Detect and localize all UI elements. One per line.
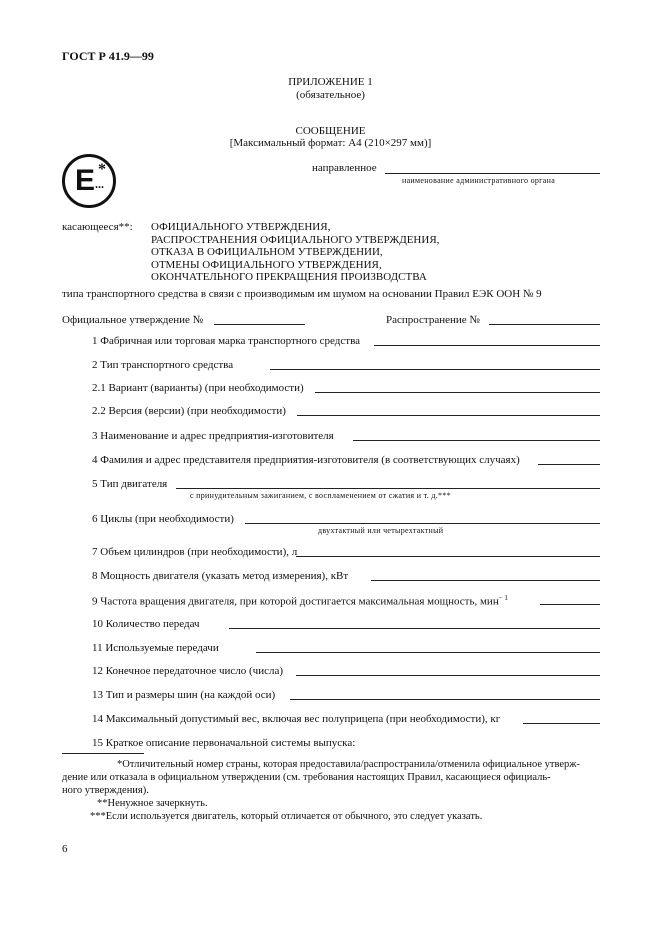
item-2-1: 2.1 Вариант (варианты) (при необходимости) xyxy=(92,382,304,394)
item-9 xyxy=(92,594,508,608)
item-6: 6 Циклы (при необходимости) xyxy=(92,513,234,525)
annex-title: ПРИЛОЖЕНИЕ 1 xyxy=(288,76,373,88)
item-10: 10 Количество передач xyxy=(92,618,200,630)
item-8-line[interactable] xyxy=(371,580,600,581)
item-2-line[interactable] xyxy=(270,369,600,370)
item-10-line[interactable] xyxy=(229,628,600,629)
annex-type: (обязательное) xyxy=(296,89,365,101)
item-9-text: 9 Частота вращения двигателя, при которой достигается максимальная мощность, мин xyxy=(92,595,499,608)
footnote-1-line-a: *Отличительный номер страны, которая предоставила/распространила/отменила официальное утверж- xyxy=(117,759,581,770)
item-13-line[interactable] xyxy=(290,699,600,700)
item-11-line[interactable] xyxy=(256,652,600,653)
extension-number-label: Распространение № xyxy=(386,314,480,326)
item-12: 12 Конечное передаточное число (числа) xyxy=(92,665,284,677)
footnote-3: ***Если используется двигатель, который отличается от обычного, это следует указать. xyxy=(90,811,483,822)
item-2-1-line[interactable] xyxy=(315,392,600,393)
item-3-line[interactable] xyxy=(353,440,600,441)
item-4-line[interactable] xyxy=(538,464,600,465)
item-5-caption: с принудительным зажиганием, с воспламенением от сжатия и т. д.*** xyxy=(190,491,451,500)
concerning-option: РАСПРОСТРАНЕНИЯ ОФИЦИАЛЬНОГО УТВЕРЖДЕНИЯ, xyxy=(151,233,440,246)
item-7: 7 Объем цилиндров (при необходимости), л xyxy=(92,546,298,558)
item-6-line[interactable] xyxy=(245,523,600,524)
e-mark-dots: ... xyxy=(95,177,104,191)
concerning-option: ОКОНЧАТЕЛЬНОГО ПРЕКРАЩЕНИЯ ПРОИЗВОДСТВА xyxy=(151,271,427,283)
e-mark-letter: E xyxy=(75,164,96,197)
item-9-superscript: − 1 xyxy=(498,594,508,602)
item-3: 3 Наименование и адрес предприятия-изготовителя xyxy=(92,430,334,442)
item-15: 15 Краткое описание первоначальной системы выпуска: xyxy=(92,737,356,749)
approval-mark xyxy=(61,153,117,209)
page-number: 6 xyxy=(62,843,68,855)
footnote-separator xyxy=(62,753,144,754)
item-1-line[interactable] xyxy=(374,345,600,346)
sent-to-caption: наименование административного органа xyxy=(402,176,556,185)
item-9-line[interactable] xyxy=(540,604,600,605)
item-11: 11 Используемые передачи xyxy=(92,642,219,654)
item-14: 14 Максимальный допустимый вес, включая вес полуприцепа (при необходимости), кг xyxy=(92,713,501,725)
approval-number-label: Официальное утверждение № xyxy=(62,314,204,326)
concerning-options xyxy=(151,221,439,284)
extension-number-line[interactable] xyxy=(489,324,600,325)
item-2: 2 Тип транспортного средства xyxy=(92,359,234,371)
document-code: ГОСТ Р 41.9—99 xyxy=(62,49,154,63)
sent-to-line[interactable] xyxy=(385,173,600,174)
footnote-1-line-c: ного утверждения). xyxy=(62,785,149,796)
concerning-option: ОТКАЗА В ОФИЦИАЛЬНОМ УТВЕРЖДЕНИИ, xyxy=(151,246,383,258)
approval-number-line[interactable] xyxy=(214,324,305,325)
item-1: 1 Фабричная или торговая марка транспортного средства xyxy=(92,335,361,347)
e-mark-star: * xyxy=(98,161,106,178)
item-12-line[interactable] xyxy=(296,675,600,676)
footnote-2: **Ненужное зачеркнуть. xyxy=(97,798,208,809)
item-8: 8 Мощность двигателя (указать метод измерения), кВт xyxy=(92,570,349,582)
item-4: 4 Фамилия и адрес представителя предприятия-изготовителя (в соответствующих случаях) xyxy=(92,454,520,466)
vehicle-type-text: типа транспортного средства в связи с производимым им шумом на основании Правил ЕЭК ООН № 9 xyxy=(62,288,542,300)
item-5: 5 Тип двигателя xyxy=(92,478,168,490)
concerning-option: ОФИЦИАЛЬНОГО УТВЕРЖДЕНИЯ, xyxy=(151,221,331,233)
item-13: 13 Тип и размеры шин (на каждой оси) xyxy=(92,689,276,701)
message-title: СООБЩЕНИЕ xyxy=(295,125,366,137)
item-7-line[interactable] xyxy=(296,556,600,557)
format-note: [Максимальный формат: А4 (210×297 мм)] xyxy=(229,137,432,149)
concerning-option: ОТМЕНЫ ОФИЦИАЛЬНОГО УТВЕРЖДЕНИЯ, xyxy=(151,258,382,271)
item-14-line[interactable] xyxy=(523,723,600,724)
item-2-2: 2.2 Версия (версии) (при необходимости) xyxy=(92,405,286,417)
item-6-caption: двухтактный или четырехтактный xyxy=(318,526,444,535)
concerning-label: касающееся**: xyxy=(62,221,133,233)
footnote-1-line-b: дение или отказала в официальном утверждении (см. требования настоящих Правил, касающиеся официаль- xyxy=(62,772,551,783)
item-5-line[interactable] xyxy=(176,488,600,489)
sent-to-label: направленное xyxy=(312,162,377,174)
item-2-2-line[interactable] xyxy=(297,415,600,416)
